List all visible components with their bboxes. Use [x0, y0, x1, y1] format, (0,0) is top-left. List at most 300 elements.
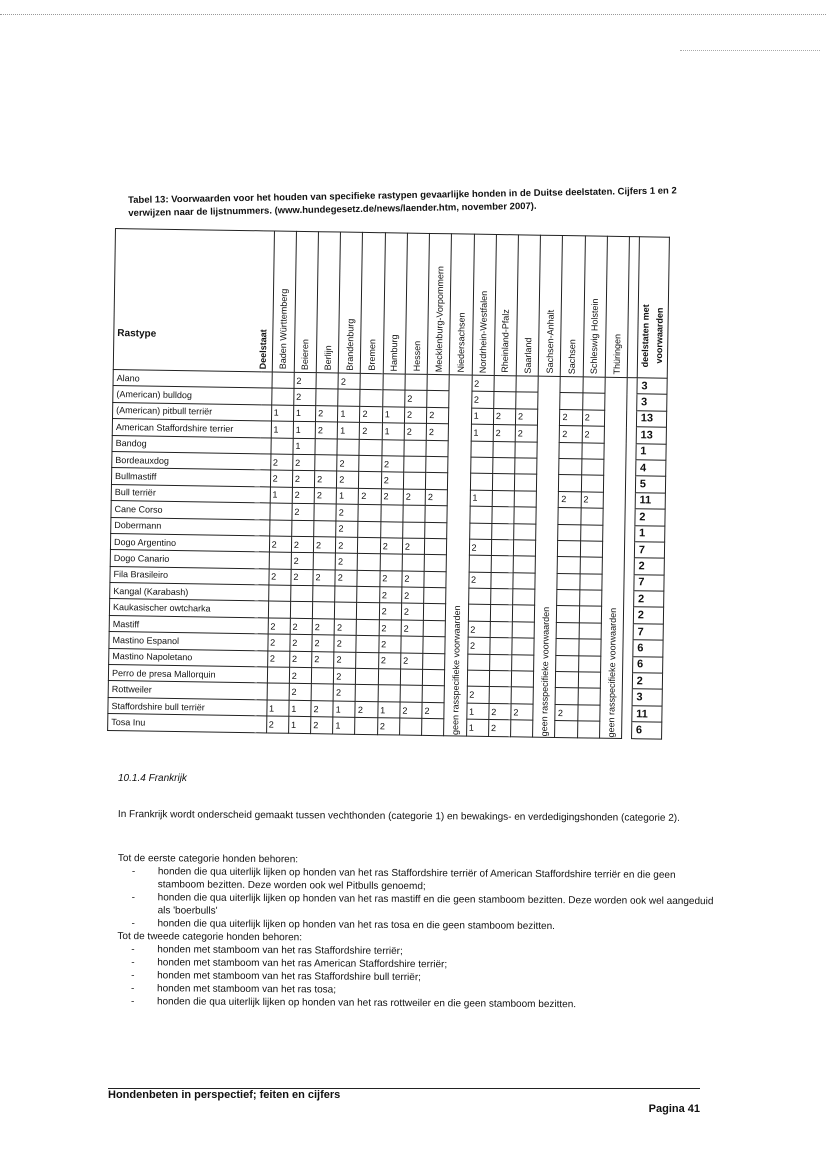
- list-cell: [489, 654, 511, 671]
- list-cell: [423, 637, 445, 654]
- list-cell: 2: [355, 701, 377, 718]
- state-count: 13: [636, 427, 666, 444]
- breed-name: Tosa Inu: [108, 714, 267, 733]
- list-cell: [423, 620, 445, 637]
- category-1-intro: Tot de eerste categorie honden behoren:: [117, 853, 299, 866]
- corner-header: [113, 229, 274, 372]
- list-cell: [470, 473, 492, 490]
- list-item: - honden met stamboom van het ras American Staffordshire terriër;: [157, 956, 717, 973]
- list-cell: [557, 573, 579, 590]
- list-cell: [580, 574, 602, 591]
- list-cell: 2: [334, 619, 356, 636]
- list-cell: 2: [560, 409, 582, 426]
- list-cell: 2: [312, 635, 334, 652]
- state-header-label: Sachsen: [566, 339, 578, 375]
- list-cell: 2: [426, 424, 448, 441]
- list-cell: 2: [381, 488, 403, 505]
- list-cell: 2: [314, 487, 336, 504]
- list-cell: [516, 376, 538, 393]
- category-1-list: [117, 865, 717, 934]
- breed-name: Bandog: [112, 435, 271, 454]
- state-count: 5: [635, 476, 665, 493]
- rastype-label: Rastype: [117, 328, 157, 340]
- list-cell: 1: [337, 422, 359, 439]
- list-item: - honden met stamboom van het ras Staffordshire terriër;: [157, 943, 717, 960]
- list-cell: [489, 670, 511, 687]
- list-cell: 1: [338, 406, 360, 423]
- state-count: 7: [633, 624, 663, 641]
- breed-name: (American) bulldog: [113, 386, 272, 405]
- list-cell: [514, 491, 536, 508]
- list-cell: [560, 393, 582, 410]
- list-cell: [580, 541, 602, 558]
- list-cell: 2: [488, 720, 510, 737]
- state-header: [405, 233, 429, 374]
- list-cell: 2: [337, 471, 359, 488]
- list-cell: [491, 572, 513, 589]
- list-cell: [313, 586, 335, 603]
- list-cell: 2: [559, 491, 581, 508]
- list-cell: [400, 685, 422, 702]
- list-cell: [490, 621, 512, 638]
- spacer-cell: [624, 541, 634, 558]
- list-cell: [491, 523, 513, 540]
- list-cell: 2: [379, 620, 401, 637]
- list-cell: [358, 504, 380, 521]
- list-cell: [382, 439, 404, 456]
- list-cell: 2: [493, 425, 515, 442]
- list-cell: [359, 455, 381, 472]
- list-cell: 2: [270, 454, 292, 471]
- list-cell: 2: [334, 635, 356, 652]
- list-cell: [492, 490, 514, 507]
- list-cell: [469, 555, 491, 572]
- list-cell: 2: [289, 667, 311, 684]
- list-cell: 2: [269, 536, 291, 553]
- state-count: 2: [635, 509, 665, 526]
- count-header-label: deelstaten met voorwaarden: [640, 303, 666, 367]
- list-cell: [356, 636, 378, 653]
- list-cell: [556, 655, 578, 672]
- list-cell: 2: [333, 684, 355, 701]
- list-cell: [314, 520, 336, 537]
- list-cell: 1: [471, 424, 493, 441]
- spacer-cell: [623, 623, 633, 640]
- list-cell: 2: [555, 704, 577, 721]
- list-cell: [511, 671, 533, 688]
- list-cell: [404, 440, 426, 457]
- list-cell: [578, 655, 600, 672]
- list-cell: 1: [271, 421, 293, 438]
- list-cell: [311, 684, 333, 701]
- list-cell: 2: [582, 426, 604, 443]
- list-cell: [356, 685, 378, 702]
- list-cell: [558, 524, 580, 541]
- list-cell: [314, 504, 336, 521]
- list-cell: 1: [270, 487, 292, 504]
- state-header-label: Berlijn: [322, 345, 333, 371]
- list-cell: [270, 503, 292, 520]
- list-cell: 2: [405, 390, 427, 407]
- list-cell: [381, 505, 403, 522]
- list-cell: 2: [267, 651, 289, 668]
- list-cell: [513, 556, 535, 573]
- list-cell: 2: [401, 620, 423, 637]
- list-cell: [422, 686, 444, 703]
- category-2-intro: Tot de tweede categorie honden behoren:: [117, 930, 303, 944]
- spacer-cell: [624, 574, 634, 591]
- list-cell: 2: [380, 538, 402, 555]
- list-cell: [581, 508, 603, 525]
- list-cell: [560, 377, 582, 394]
- list-cell: [582, 393, 604, 410]
- list-cell: 2: [337, 455, 359, 472]
- list-cell: 2: [267, 634, 289, 651]
- list-cell: 2: [334, 668, 356, 685]
- scan-border-line: [0, 14, 826, 15]
- list-cell: [557, 590, 579, 607]
- list-cell: 2: [468, 572, 490, 589]
- list-cell: [468, 588, 490, 605]
- list-cell: [335, 602, 357, 619]
- state-header: [472, 234, 496, 375]
- category-lists: [117, 852, 718, 1012]
- list-cell: 2: [292, 471, 314, 488]
- list-cell: 2: [511, 704, 533, 721]
- list-cell: 2: [467, 687, 489, 704]
- state-header-label: Brandenburg: [344, 318, 356, 371]
- list-cell: 2: [335, 553, 357, 570]
- state-count: 6: [632, 656, 662, 673]
- list-cell: 2: [336, 504, 358, 521]
- list-cell: [356, 652, 378, 669]
- state-header-label: Bremen: [366, 339, 378, 372]
- breed-name: Bull terriër: [111, 484, 270, 503]
- breed-name: Rottweiler: [108, 681, 267, 700]
- list-cell: 2: [403, 489, 425, 506]
- spacer-cell: [625, 492, 635, 509]
- list-cell: 1: [333, 717, 355, 734]
- state-count: 3: [637, 378, 667, 395]
- list-cell: [382, 390, 404, 407]
- list-cell: [357, 619, 379, 636]
- spacer-cell: [622, 705, 632, 722]
- list-cell: [467, 670, 489, 687]
- list-cell: 2: [312, 619, 334, 636]
- list-cell: [424, 571, 446, 588]
- state-count: 3: [632, 689, 662, 706]
- list-cell: 2: [290, 618, 312, 635]
- list-cell: [271, 438, 293, 455]
- spacer-cell: [623, 656, 633, 673]
- spacer-cell: [627, 410, 637, 427]
- list-cell: 2: [379, 636, 401, 653]
- list-cell: [404, 456, 426, 473]
- list-cell: [268, 601, 290, 618]
- state-header: [450, 234, 474, 375]
- deelstaat-label: Deelstaat: [257, 329, 269, 370]
- breed-name: Mastino Espanol: [109, 632, 268, 651]
- list-cell: 2: [336, 537, 358, 554]
- category-2-list: [117, 943, 717, 1012]
- list-cell: 1: [289, 700, 311, 717]
- list-cell: [579, 623, 601, 640]
- spacer-cell: [625, 525, 635, 542]
- breed-name: Bordeauxdog: [112, 451, 271, 470]
- state-header: [538, 235, 562, 376]
- list-cell: [492, 474, 514, 491]
- list-cell: [490, 638, 512, 655]
- list-cell: [515, 441, 537, 458]
- spacer-cell: [622, 689, 632, 706]
- list-cell: [577, 705, 599, 722]
- list-cell: [558, 557, 580, 574]
- list-cell: [356, 668, 378, 685]
- list-cell: 1: [382, 407, 404, 424]
- list-cell: [313, 553, 335, 570]
- list-cell: [358, 521, 380, 538]
- list-cell: [512, 638, 534, 655]
- breed-name: American Staffordshire terrier: [112, 419, 271, 438]
- list-cell: [559, 475, 581, 492]
- list-cell: [490, 605, 512, 622]
- list-cell: [403, 505, 425, 522]
- list-cell: 2: [338, 373, 360, 390]
- list-cell: [383, 374, 405, 391]
- state-header-label: Mecklenburg-Vorpommern: [433, 265, 446, 373]
- list-cell: 2: [291, 536, 313, 553]
- breed-name: Dogo Argentino: [110, 533, 269, 552]
- page-footer: [108, 1088, 700, 1115]
- list-cell: [490, 589, 512, 606]
- list-cell: 1: [382, 423, 404, 440]
- state-header-label: Beieren: [300, 338, 311, 371]
- state-header: [272, 231, 296, 372]
- list-cell: [292, 520, 314, 537]
- list-cell: [272, 372, 294, 389]
- breed-name: Dobermann: [111, 517, 270, 536]
- section-heading: 10.1.4 Frankrijk: [118, 773, 187, 784]
- list-cell: 1: [336, 488, 358, 505]
- list-cell: [424, 555, 446, 572]
- state-count: 2: [632, 673, 662, 690]
- list-cell: [425, 538, 447, 555]
- list-cell: 2: [468, 621, 490, 638]
- list-cell: [403, 522, 425, 539]
- state-header: [516, 235, 540, 376]
- list-cell: 2: [469, 539, 491, 556]
- list-cell: [581, 459, 603, 476]
- list-cell: 2: [378, 652, 400, 669]
- list-cell: 2: [472, 375, 494, 392]
- state-count: 2: [633, 607, 663, 624]
- state-header-label: Rheinland-Pfalz: [500, 309, 512, 374]
- spacer-cell: [626, 443, 636, 460]
- list-cell: [424, 587, 446, 604]
- list-cell: [580, 557, 602, 574]
- state-header-label: Schleswig Holstein: [589, 298, 601, 375]
- state-header-label: Baden Württemberg: [278, 289, 290, 370]
- list-cell: 2: [582, 410, 604, 427]
- list-cell: 2: [400, 702, 422, 719]
- list-cell: 1: [378, 701, 400, 718]
- list-cell: [555, 721, 577, 738]
- list-item: - honden met stamboom van het ras Staffordshire bull terriër;: [157, 969, 717, 986]
- list-cell: [425, 522, 447, 539]
- list-cell: 2: [401, 604, 423, 621]
- state-count: 7: [634, 542, 664, 559]
- page-number: Pagina 41: [648, 1103, 700, 1115]
- no-conditions-label: geen rasspecifieke voorwaarden: [605, 607, 618, 738]
- list-cell: [380, 521, 402, 538]
- list-cell: 2: [312, 651, 334, 668]
- list-cell: 2: [515, 409, 537, 426]
- list-cell: [355, 718, 377, 735]
- list-cell: 2: [360, 406, 382, 423]
- list-cell: [358, 554, 380, 571]
- list-cell: [316, 373, 338, 390]
- list-cell: 2: [471, 392, 493, 409]
- list-cell: 1: [470, 490, 492, 507]
- list-cell: [493, 441, 515, 458]
- breed-name: Perro de presa Mallorquin: [108, 664, 267, 683]
- spacer-cell: [627, 394, 637, 411]
- list-cell: [582, 442, 604, 459]
- list-item: - honden die qua uiterlijk lijken op honden van het ras Staffordshire terriër of American Staffordshire terriër en die geen stamboom bezitten. Deze worden ook wel Pitbulls genoemd;: [158, 865, 718, 895]
- list-cell: [401, 636, 423, 653]
- list-cell: 2: [294, 372, 316, 389]
- list-cell: 2: [311, 717, 333, 734]
- list-cell: [399, 718, 421, 735]
- list-cell: [422, 719, 444, 736]
- list-cell: 2: [293, 454, 315, 471]
- state-header-label: Thüringen: [611, 334, 622, 375]
- state-header: [494, 234, 518, 375]
- list-cell: 2: [402, 587, 424, 604]
- breed-name: Kaukasischer owtcharka: [109, 599, 268, 618]
- list-cell: [580, 524, 602, 541]
- list-cell: [378, 669, 400, 686]
- spacer-cell: [626, 476, 636, 493]
- list-cell: 1: [266, 700, 288, 717]
- list-cell: 2: [334, 652, 356, 669]
- list-cell: 2: [268, 618, 290, 635]
- list-cell: [469, 523, 491, 540]
- list-cell: 2: [335, 570, 357, 587]
- list-cell: 2: [313, 537, 335, 554]
- list-cell: [511, 687, 533, 704]
- no-conditions-label: geen rasspecifieke voorwaarden: [538, 606, 551, 737]
- table-caption: Tabel 13: Voorwaarden voor het houden van specifieke rastypen gevaarlijke honden in de Duitse deelstaten. Cijfers 1 en 2 verwijzen naar de lijstnummers. (www.hundegesetz.de/news/laender.htm, november 2007).: [128, 185, 677, 219]
- list-cell: [514, 507, 536, 524]
- list-cell: 2: [266, 716, 288, 733]
- state-header: [561, 236, 585, 377]
- list-cell: [337, 439, 359, 456]
- list-cell: [583, 377, 605, 394]
- list-cell: [491, 539, 513, 556]
- breed-name: Cane Corso: [111, 501, 270, 520]
- list-cell: [359, 472, 381, 489]
- list-cell: [316, 389, 338, 406]
- list-cell: [423, 653, 445, 670]
- list-cell: 2: [422, 702, 444, 719]
- list-cell: [357, 586, 379, 603]
- list-cell: 1: [333, 701, 355, 718]
- spacer-cell: [624, 591, 634, 608]
- no-conditions-label: geen rasspecifieke voorwaarden: [450, 605, 463, 736]
- list-cell: 2: [294, 389, 316, 406]
- list-cell: [514, 474, 536, 491]
- list-cell: [425, 506, 447, 523]
- list-cell: [424, 604, 446, 621]
- list-cell: [556, 688, 578, 705]
- list-cell: [559, 442, 581, 459]
- list-cell: [290, 602, 312, 619]
- list-cell: [357, 603, 379, 620]
- state-header-label: Nordrhein-Westfalen: [477, 290, 490, 373]
- list-cell: [577, 721, 599, 738]
- state-header-label: Niedersachsen: [455, 312, 467, 373]
- list-cell: [469, 506, 491, 523]
- list-cell: 2: [269, 569, 291, 586]
- state-header: [294, 231, 318, 372]
- state-header-label: Sachsen-Anhalt: [544, 310, 556, 374]
- intro-paragraph: In Frankrijk wordt onderscheid gemaakt tussen vechthonden (categorie 1) en bewakings- en verdedigingshonden (categorie 2).: [117, 809, 680, 824]
- list-cell: 2: [560, 426, 582, 443]
- list-cell: 2: [360, 423, 382, 440]
- list-cell: 2: [315, 422, 337, 439]
- list-cell: [311, 668, 333, 685]
- breed-name: Mastiff: [109, 615, 268, 634]
- list-cell: [492, 507, 514, 524]
- list-cell: [403, 472, 425, 489]
- list-cell: 1: [466, 703, 488, 720]
- list-cell: 2: [381, 456, 403, 473]
- list-cell: [516, 392, 538, 409]
- breed-name: Staffordshire bull terriër: [108, 697, 267, 716]
- list-cell: [402, 554, 424, 571]
- list-cell: [557, 606, 579, 623]
- list-cell: 1: [466, 719, 488, 736]
- list-cell: [290, 585, 312, 602]
- breed-name: Alano: [113, 369, 272, 388]
- list-cell: [380, 554, 402, 571]
- list-cell: [556, 672, 578, 689]
- breed-name: Fila Brasileiro: [110, 566, 269, 585]
- state-count: 2: [633, 591, 663, 608]
- list-cell: [514, 523, 536, 540]
- list-cell: 2: [292, 503, 314, 520]
- list-cell: [360, 373, 382, 390]
- list-cell: 1: [471, 408, 493, 425]
- list-cell: 2: [313, 569, 335, 586]
- list-cell: 2: [291, 553, 313, 570]
- list-cell: 2: [290, 635, 312, 652]
- list-cell: [558, 508, 580, 525]
- scan-border-line-right: [680, 50, 820, 51]
- list-cell: 2: [289, 651, 311, 668]
- list-cell: [426, 456, 448, 473]
- list-cell: [467, 654, 489, 671]
- state-header: [583, 236, 607, 377]
- list-cell: 2: [402, 571, 424, 588]
- list-cell: [511, 720, 533, 737]
- state-count: 13: [636, 410, 666, 427]
- list-cell: [579, 639, 601, 656]
- state-header: [605, 236, 629, 377]
- list-cell: 2: [316, 405, 338, 422]
- list-cell: 2: [404, 423, 426, 440]
